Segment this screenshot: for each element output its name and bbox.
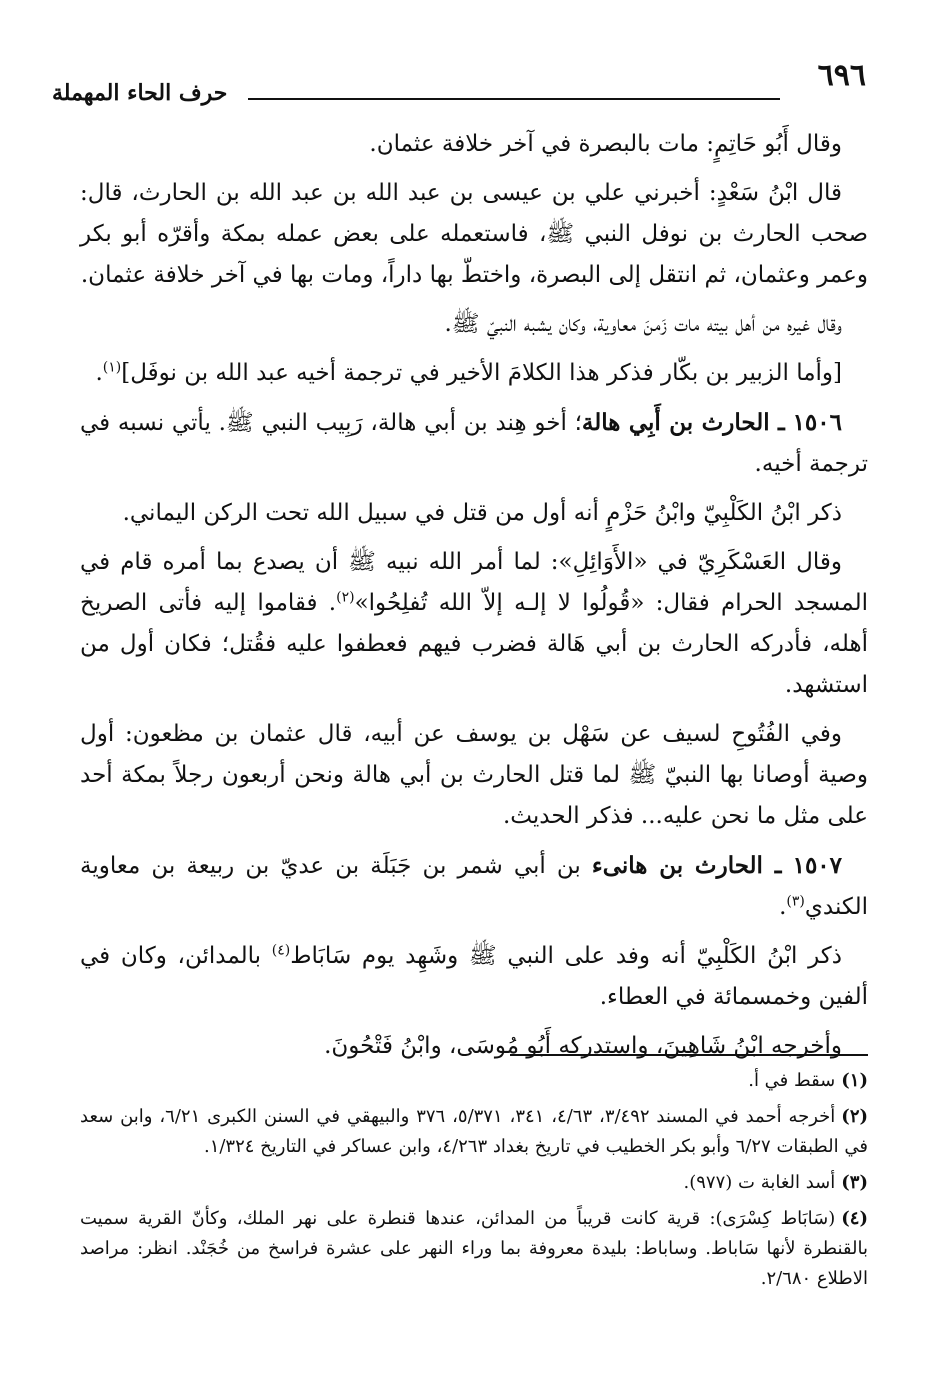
footnote-ref[interactable]: (٤) — [271, 942, 291, 959]
paragraph — [80, 714, 868, 837]
footnote-text: (سَابَاط كِسْرَى): قرية كانت قريباً من المدائن، عندها قنطرة على نهر الملك، وكأنّ القرية سميت بالقنطرة لأنها سَاباط. وساباط: بليدة معروفة بما وراء النهر على عشرة فراسخ من خُجَنْد. انظر: مراصد الاطلاع ٢/٦٨٠. — [80, 1208, 868, 1289]
paragraph-text: ذكر ابْنُ الكَلْبِيّ وابْنُ حَزْمٍ أنه أول من قتل في سبيل الله تحت الركن اليماني. — [122, 500, 842, 526]
paragraph-text: بن أبي شمر بن جَبَلَة بن عديّ بن ربيعة بن معاوية الكندي — [80, 853, 868, 920]
paragraph-text: وأخرجه ابْنُ شَاهِينَ، واستدركه أَبُو مُوسَى، وابْنُ فَتْحُونَ. — [324, 1033, 842, 1059]
paragraph — [80, 493, 868, 534]
footnote-number: (١) — [841, 1070, 868, 1091]
paragraph-text: وقال أَبُو حَاتِمٍ: مات بالبصرة في آخر خلافة عثمان. — [369, 131, 842, 157]
paragraph-text: . — [779, 894, 787, 920]
footnote-number: (٤) — [841, 1208, 868, 1229]
footnote-number: (٢) — [841, 1106, 869, 1127]
paragraph — [80, 1026, 868, 1067]
footnote — [80, 1102, 868, 1162]
footnotes — [80, 1066, 868, 1300]
paragraph — [80, 353, 868, 394]
footnote-number: (٣) — [841, 1172, 868, 1193]
footnote-text: أسد الغابة ت (٩٧٧). — [683, 1172, 836, 1193]
paragraph-text: . فقاموا إليه فأتى الصريخ أهله، فأدركه الحارث بن أبي هَالة فضرب فيهم فعطفوا عليه فقُتل؛ فكان أول من استشهد. — [80, 590, 868, 698]
header-rule — [248, 98, 780, 100]
paragraph — [80, 936, 868, 1018]
footnote-ref[interactable]: (٣) — [786, 893, 805, 910]
paragraph — [80, 542, 868, 706]
paragraph-text: وقال العَسْكَرِيّ في «الأَوَائِلِ»: لما أمر الله نبيه ﷺ أن يصدع بما أمره قام في المسجد الحرام فقال: «قُولُوا لا إلـه إلاّ الله تُفلِحُوا» — [80, 549, 868, 616]
paragraph-text: ؛ أخو هِند بن أبي هالة، رَبِيب النبي ﷺ. يأتي نسبه في ترجمة أخيه. — [80, 410, 868, 477]
page-header — [52, 58, 866, 106]
footnote-separator — [510, 1054, 868, 1056]
footnote-text: أخرجه أحمد في المسند ٣/٤٩٢، ٤/٦٣، ٣٤١، ٥/٣٧١، ٣٧٦ والبيهقي في السنن الكبرى ٦/٢١، وابن سعد في الطبقات ٦/٢٧ وأبو بكر الخطيب في تاريخ بغداد ٤/٢٦٣، وابن عساكر في التاريخ ١/٣٢٤. — [80, 1106, 868, 1157]
entry-number: ١٥٠٧ — [792, 852, 843, 879]
main-text — [80, 124, 868, 1075]
entry-paragraph — [80, 402, 868, 485]
footnote — [80, 1168, 868, 1198]
footnote-ref[interactable]: (٢) — [336, 589, 355, 606]
paragraph-text: . — [95, 360, 103, 386]
footnote — [80, 1066, 868, 1096]
paragraph-text: ذكر ابْنُ الكَلْبِيّ أنه وفد على النبي ﷺ وشَهِد يوم سَابَاط — [290, 943, 842, 969]
entry-name: ـ الحارث بن هانىء — [591, 852, 782, 879]
paragraph-text: وفي الفُتُوحِ لسيف عن سَهْل بن يوسف عن أبيه، قال عثمان بن مظعون: أول وصية أوصانا بها النبيّ ﷺ لما قتل الحارث بن أبي هالة ونحن أربعون رجلاً بمكة أحد على مثل ما نحن عليه... فذكر الحديث. — [80, 721, 868, 829]
paragraph — [80, 173, 868, 296]
page-number: ٦٩٦ — [817, 58, 866, 93]
footnote-ref[interactable]: (١) — [102, 359, 122, 376]
entry-paragraph — [80, 845, 868, 928]
paragraph-text: وقال غيره من أهل بيته مات زَمنَ معاوية، وكان يشبه النبيّ ﷺ. — [444, 311, 842, 337]
footnote-text: سقط في أ. — [748, 1070, 836, 1091]
footnote — [80, 1204, 868, 1294]
paragraph-text: بالمدائن، وكان في ألفين وخمسمائة في العطاء. — [80, 943, 868, 1010]
paragraph — [80, 304, 868, 345]
entry-number: ١٥٠٦ — [792, 409, 842, 436]
entry-name: ـ الحارث بن أَبِي هالة — [581, 409, 785, 436]
paragraph-text: قال ابْنُ سَعْدٍ: أخبرني علي بن عيسى بن عبد الله بن عبد الله بن الحارث، قال: صحب الحارث بن نوفل النبي ﷺ، فاستعمله على بعض عمله بمكة وأقرّه أبو بكر وعمر وعثمان، ثم انتقل إلى البصرة، واختطّ بها داراً، ومات بها في آخر خلافة عثمان. — [80, 180, 868, 288]
running-title: حرف الحاء المهملة — [52, 80, 228, 106]
paragraph — [80, 124, 868, 165]
paragraph-text: [وأما الزبير بن بكّار فذكر هذا الكلامَ الأخير في ترجمة أخيه عبد الله بن نوفَل] — [121, 360, 842, 386]
